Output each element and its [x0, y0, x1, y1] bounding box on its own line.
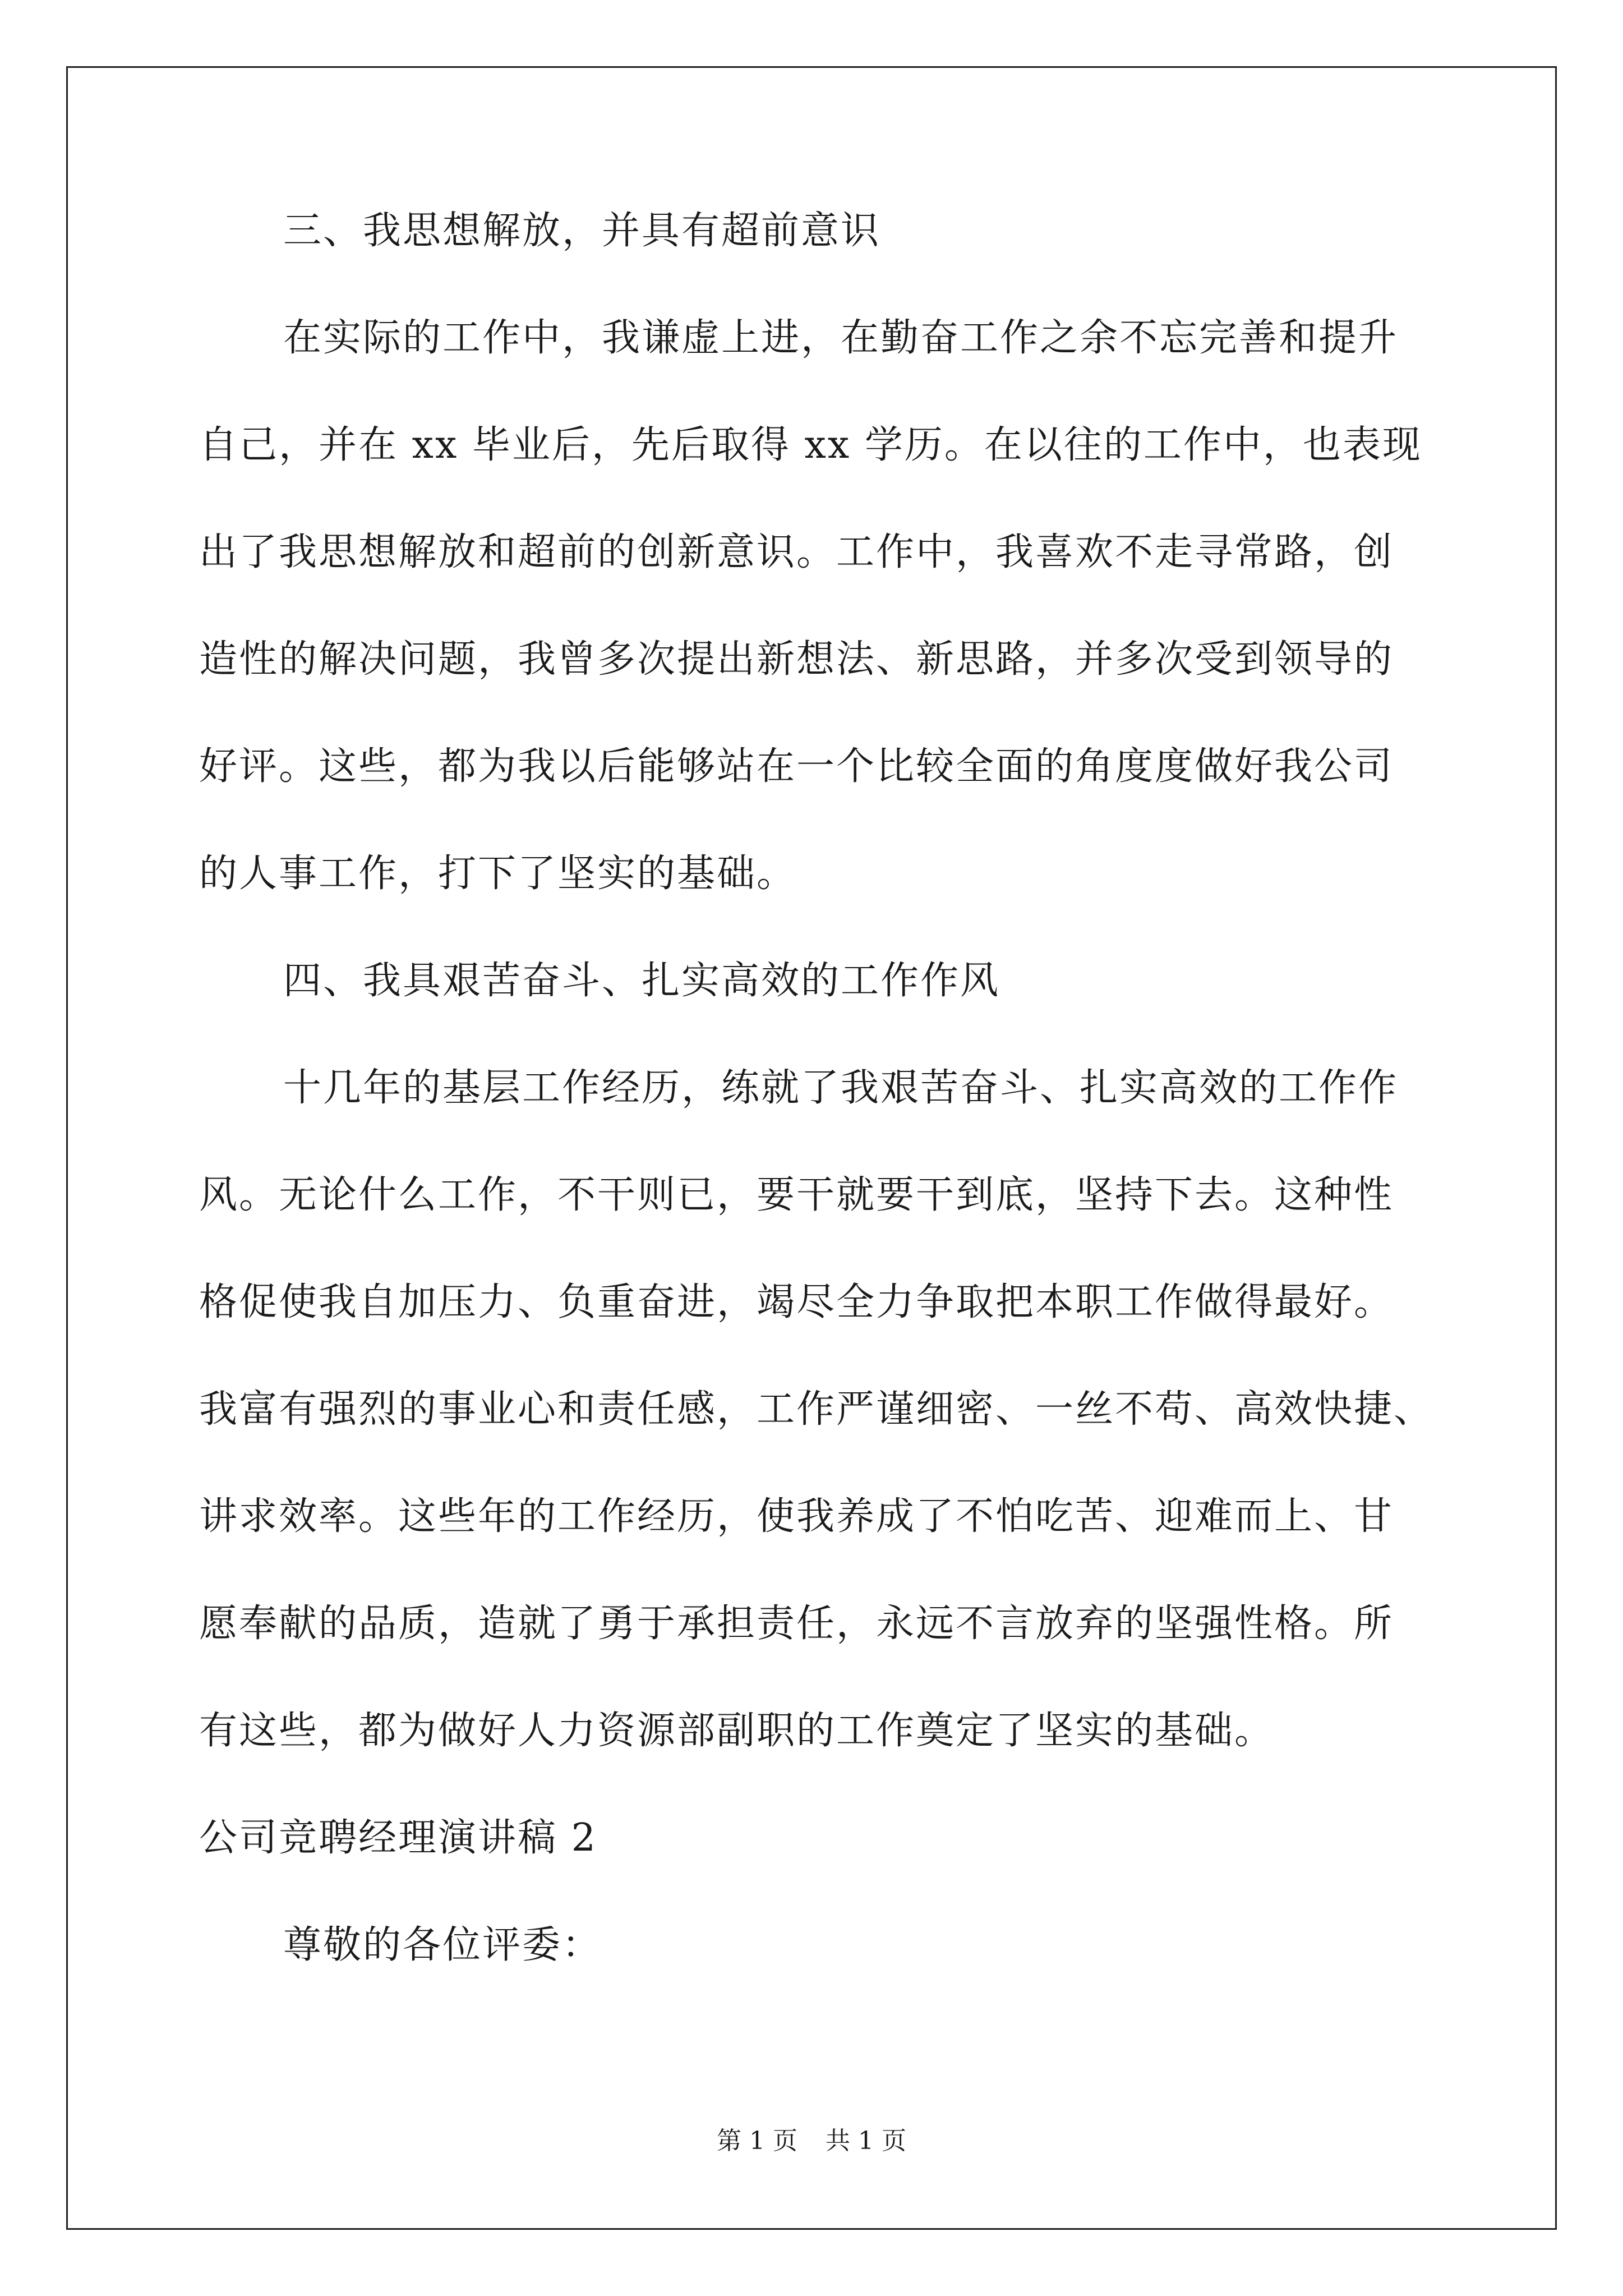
- paragraph-line: 风。无论什么工作，不干则已，要干就要干到底，坚持下去。这种性: [199, 1173, 1394, 1217]
- paragraph-line: 出了我思想解放和超前的创新意识。工作中，我喜欢不走寻常路，创: [199, 530, 1394, 574]
- salutation: 尊敬的各位评委：: [283, 1923, 602, 1967]
- page-footer: [0, 2127, 1623, 2155]
- document-body: [199, 209, 1434, 2033]
- paragraph-line: 有这些，都为做好人力资源部副职的工作奠定了坚实的基础。: [199, 1709, 1275, 1753]
- paragraph-line: 我富有强烈的事业心和责任感，工作严谨细密、一丝不苟、高效快捷、: [199, 1387, 1434, 1432]
- page-number-current: 第 1 页: [717, 2127, 797, 2155]
- paragraph-line: 愿奉献的品质，造就了勇于承担责任，永远不言放弃的坚强性格。所: [199, 1602, 1394, 1646]
- section-heading: 四、我具艰苦奋斗、扎实高效的工作作风: [283, 959, 1000, 1003]
- document-title: 公司竞聘经理演讲稿 2: [199, 1816, 597, 1860]
- paragraph-line: 讲求效率。这些年的工作经历，使我养成了不怕吃苦、迎难而上、甘: [199, 1494, 1394, 1539]
- paragraph-line: 造性的解决问题，我曾多次提出新想法、新思路，并多次受到领导的: [199, 637, 1394, 682]
- paragraph-line: 在实际的工作中，我谦虚上进，在勤奋工作之余不忘完善和提升: [283, 316, 1399, 360]
- paragraph-line: 十几年的基层工作经历，练就了我艰苦奋斗、扎实高效的工作作: [283, 1066, 1399, 1110]
- paragraph-line: 好评。这些，都为我以后能够站在一个比较全面的角度度做好我公司: [199, 744, 1394, 789]
- section-heading: 三、我思想解放，并具有超前意识: [283, 209, 881, 253]
- paragraph-line: 格促使我自加压力、负重奋进，竭尽全力争取把本职工作做得最好。: [199, 1280, 1394, 1324]
- page-number-total: 共 1 页: [826, 2127, 906, 2155]
- paragraph-line: 自己，并在 xx 毕业后，先后取得 xx 学历。在以往的工作中，也表现: [199, 423, 1422, 467]
- paragraph-line: 的人事工作，打下了坚实的基础。: [199, 852, 797, 896]
